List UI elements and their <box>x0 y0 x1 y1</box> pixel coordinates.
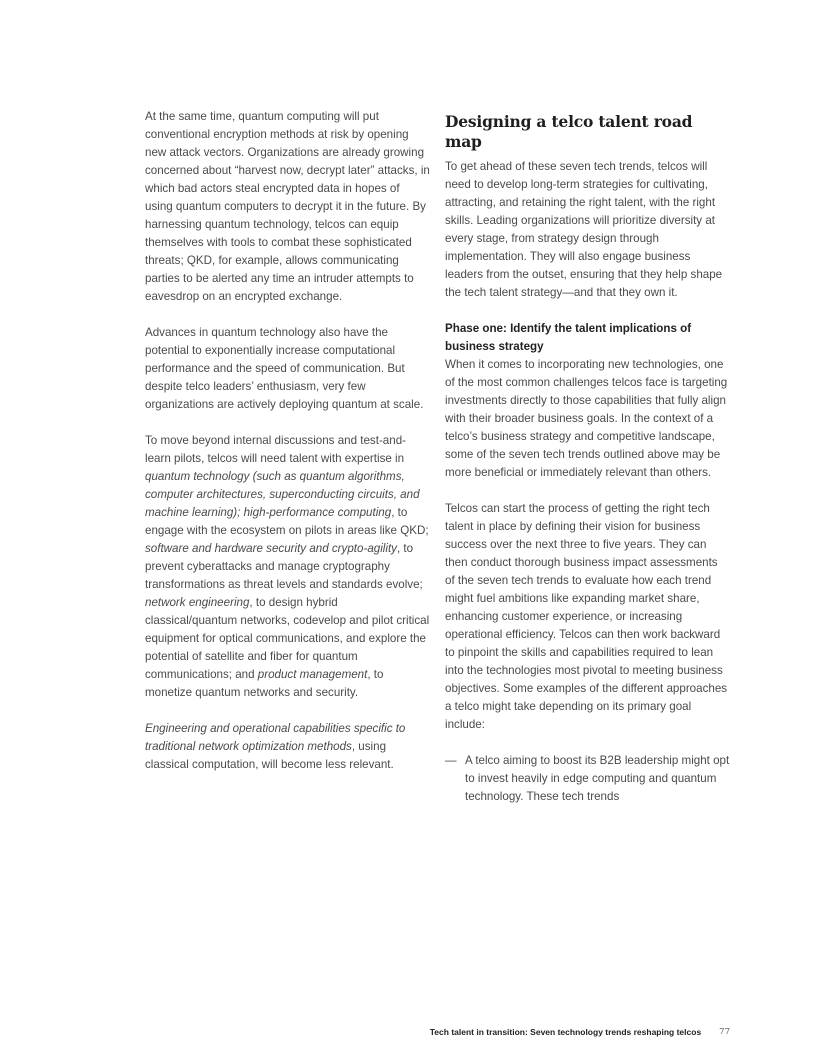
footer-title: Tech talent in transition: Seven technology trends reshaping telcos <box>429 1027 702 1037</box>
text-span: , to prevent cyberattacks and manage cryptography transformations as threat levels and standards evolve; <box>145 542 423 591</box>
paragraph-less-relevant <box>145 720 430 774</box>
paragraph-quantum-advances: Advances in quantum technology also have the potential to exponentially increase computational performance and the speed of communication. But despite telco leaders’ enthusiasm, very few organizations are actively deploying quantum at scale. <box>145 326 424 411</box>
left-column <box>145 108 430 792</box>
paragraph-quantum-encryption: At the same time, quantum computing will put conventional encryption methods at risk by opening new attack vectors. Organizations are already growing concerned about “harvest now, decrypt later” attacks, in which bad actors steal encrypted data in hopes of using quantum computers to decrypt it in the future. By harnessing quantum technology, telcos can equip themselves with tools to combat these sophisticated threats; QKD, for example, allows communicating parties to be alerted any time an intruder attempts to eavesdrop on an encrypted exchange. <box>145 110 430 303</box>
phase-one-subheading: Phase one: Identify the talent implications of business strategy <box>445 322 692 353</box>
paragraph-phase-one: When it comes to incorporating new technologies, one of the most common challenges telcos face is targeting investments directly to those capabilities that fully align with their broader business goals. In the context of a telco’s business strategy and competitive landscape, some of the seven tech trends outlined above may be more beneficial or immediately relevant than others. <box>445 358 728 479</box>
emphasis-span: network engineering <box>145 596 250 609</box>
right-column <box>445 108 730 806</box>
text-span: , to engage with the ecosystem on pilots in areas like QKD; <box>145 506 429 537</box>
emphasis-span: quantum technology (such as quantum algorithms, computer architectures, superconducting circuits, and machine learning); high-performance computing <box>145 470 420 519</box>
text-span: , to monetize quantum networks and security. <box>145 668 384 699</box>
list-item-text: A telco aiming to boost its B2B leadership might opt to invest heavily in edge computing and quantum technology. These tech trends <box>465 754 730 803</box>
emphasis-span: Engineering and operational capabilities specific to traditional network optimization methods <box>145 722 406 753</box>
emphasis-span: software and hardware security and crypto-agility <box>145 542 397 555</box>
text-span: , to design hybrid classical/quantum networks, codevelop and pilot critical equipment for optical communications, and explore the potential of satellite and fiber for quantum communications; and <box>145 596 430 681</box>
emphasis-span: product management <box>257 668 368 681</box>
paragraph-quantum-talent <box>145 432 430 702</box>
text-span: To move beyond internal discussions and test-and-learn pilots, telcos will need talent with expertise in <box>145 434 407 465</box>
page-footer <box>400 1027 730 1037</box>
text-span: , using classical computation, will become less relevant. <box>145 740 394 771</box>
dash-bullet-icon: — <box>445 754 457 767</box>
paragraph-roadmap-intro: To get ahead of these seven tech trends, telcos will need to develop long-term strategies for cultivating, attracting, and retaining the right talent, with the right skills. Leading organizations will prioritize diversity at every stage, from strategy design through implementation. They will also engage business leaders from the outset, ensuring that they help shape the tech talent strategy—and that they own it. <box>445 160 723 299</box>
list-item <box>445 752 730 806</box>
page-number: 77 <box>719 1027 730 1037</box>
section-heading: Designing a telco talent road map <box>445 112 693 151</box>
paragraph-vision: Telcos can start the process of getting the right tech talent in place by defining their vision for business success over the next three to five years. They can then conduct thorough business impact assessments of the seven tech trends to evaluate how each trend might fuel ambitions like expanding market share, enhancing customer experience, or increasing operational efficiency. Telcos can then work backward to pinpoint the skills and capabilities required to lean into the technologies most pivotal to meeting business objectives. Some examples of the different approaches a telco might take depending on its primary goal include: <box>445 502 728 731</box>
